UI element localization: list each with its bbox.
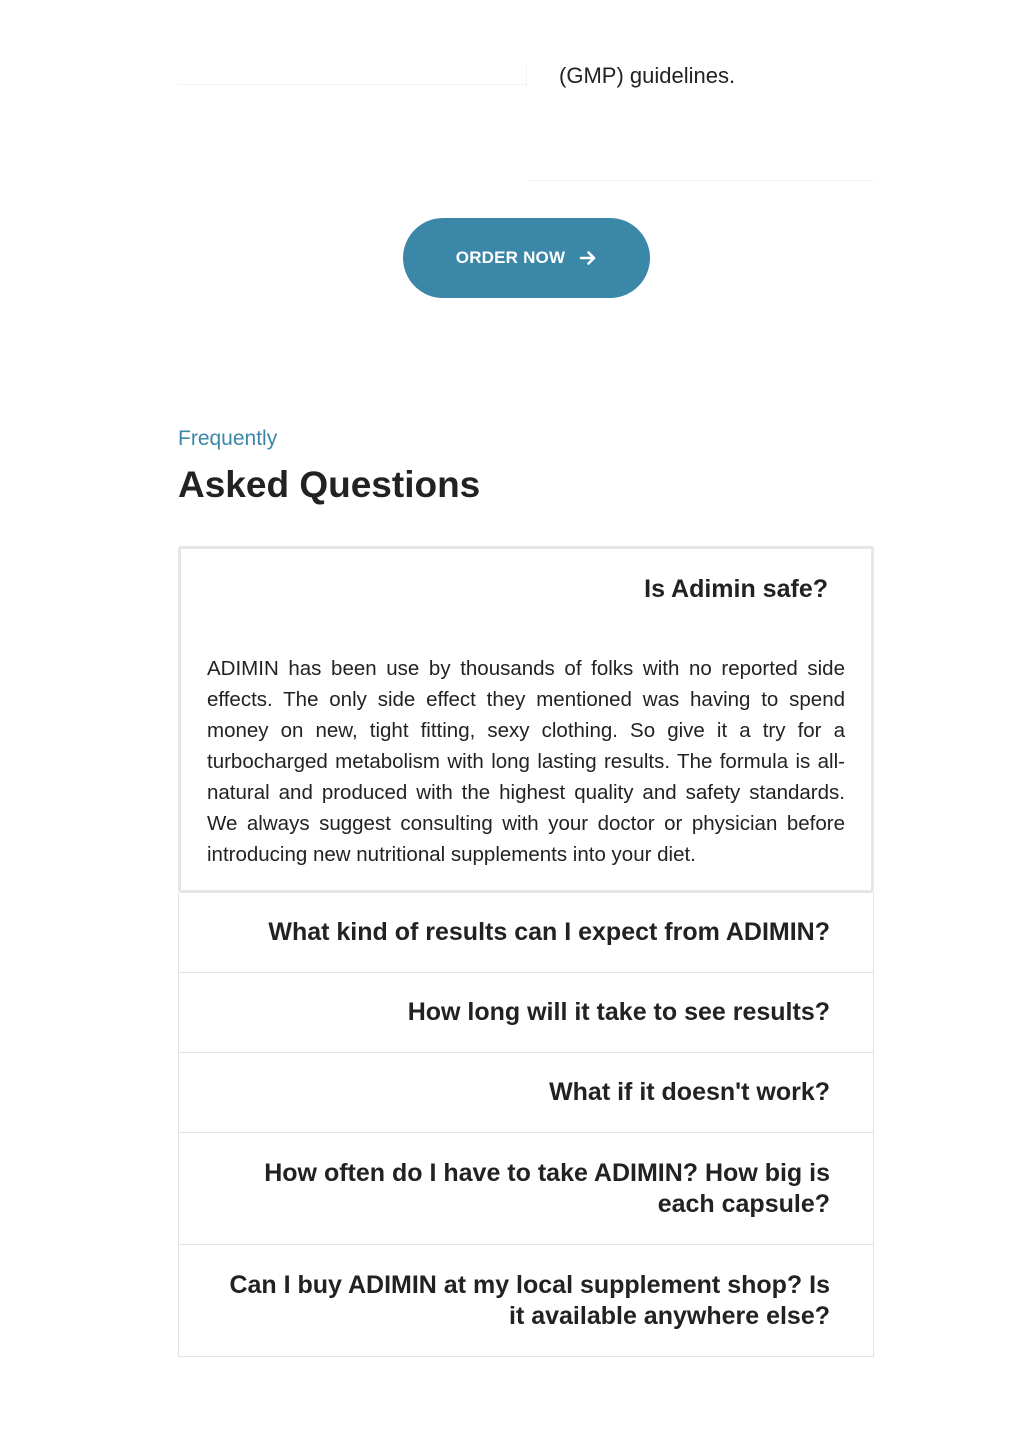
- faq-title: Asked Questions: [178, 464, 481, 505]
- faq-question[interactable]: How often do I have to take ADIMIN? How big is each capsule?: [264, 1159, 830, 1218]
- faq-list: [178, 546, 874, 1376]
- faq-item: [178, 546, 874, 893]
- faq-question[interactable]: Can I buy ADIMIN at my local supplement shop? Is it available anywhere else?: [229, 1271, 830, 1330]
- arrow-right-icon: [579, 249, 597, 267]
- faq-question[interactable]: Is Adimin safe?: [644, 575, 828, 603]
- faq-eyebrow: Frequently: [178, 427, 278, 450]
- divider-line: [526, 64, 527, 88]
- order-now-label: ORDER NOW: [455, 248, 566, 267]
- faq-item[interactable]: [178, 1053, 874, 1133]
- faq-item[interactable]: [178, 1133, 874, 1245]
- faq-item[interactable]: [178, 1245, 874, 1357]
- divider-line: [178, 84, 526, 85]
- faq-question[interactable]: What if it doesn't work?: [549, 1078, 830, 1106]
- faq-item[interactable]: [178, 973, 874, 1053]
- faq-question[interactable]: What kind of results can I expect from ADIMIN?: [268, 918, 830, 946]
- faq-question[interactable]: How long will it take to see results?: [407, 998, 830, 1026]
- faq-answer: ADIMIN has been use by thousands of folks with no reported side effects. The only side effect they mentioned was having to spend money on new, tight fitting, sexy clothing. So give it a try for a turbocharged metabolism with long lasting results. The formula is all-natural and produced with the highest quality and safety standards. We always suggest consulting with your doctor or physician before introducing new nutritional supplements into your diet.: [207, 657, 845, 866]
- faq-item[interactable]: [178, 893, 874, 973]
- gmp-guidelines-text: (GMP) guidelines.: [559, 63, 736, 88]
- divider-line: [528, 180, 874, 181]
- order-now-button[interactable]: [403, 218, 650, 298]
